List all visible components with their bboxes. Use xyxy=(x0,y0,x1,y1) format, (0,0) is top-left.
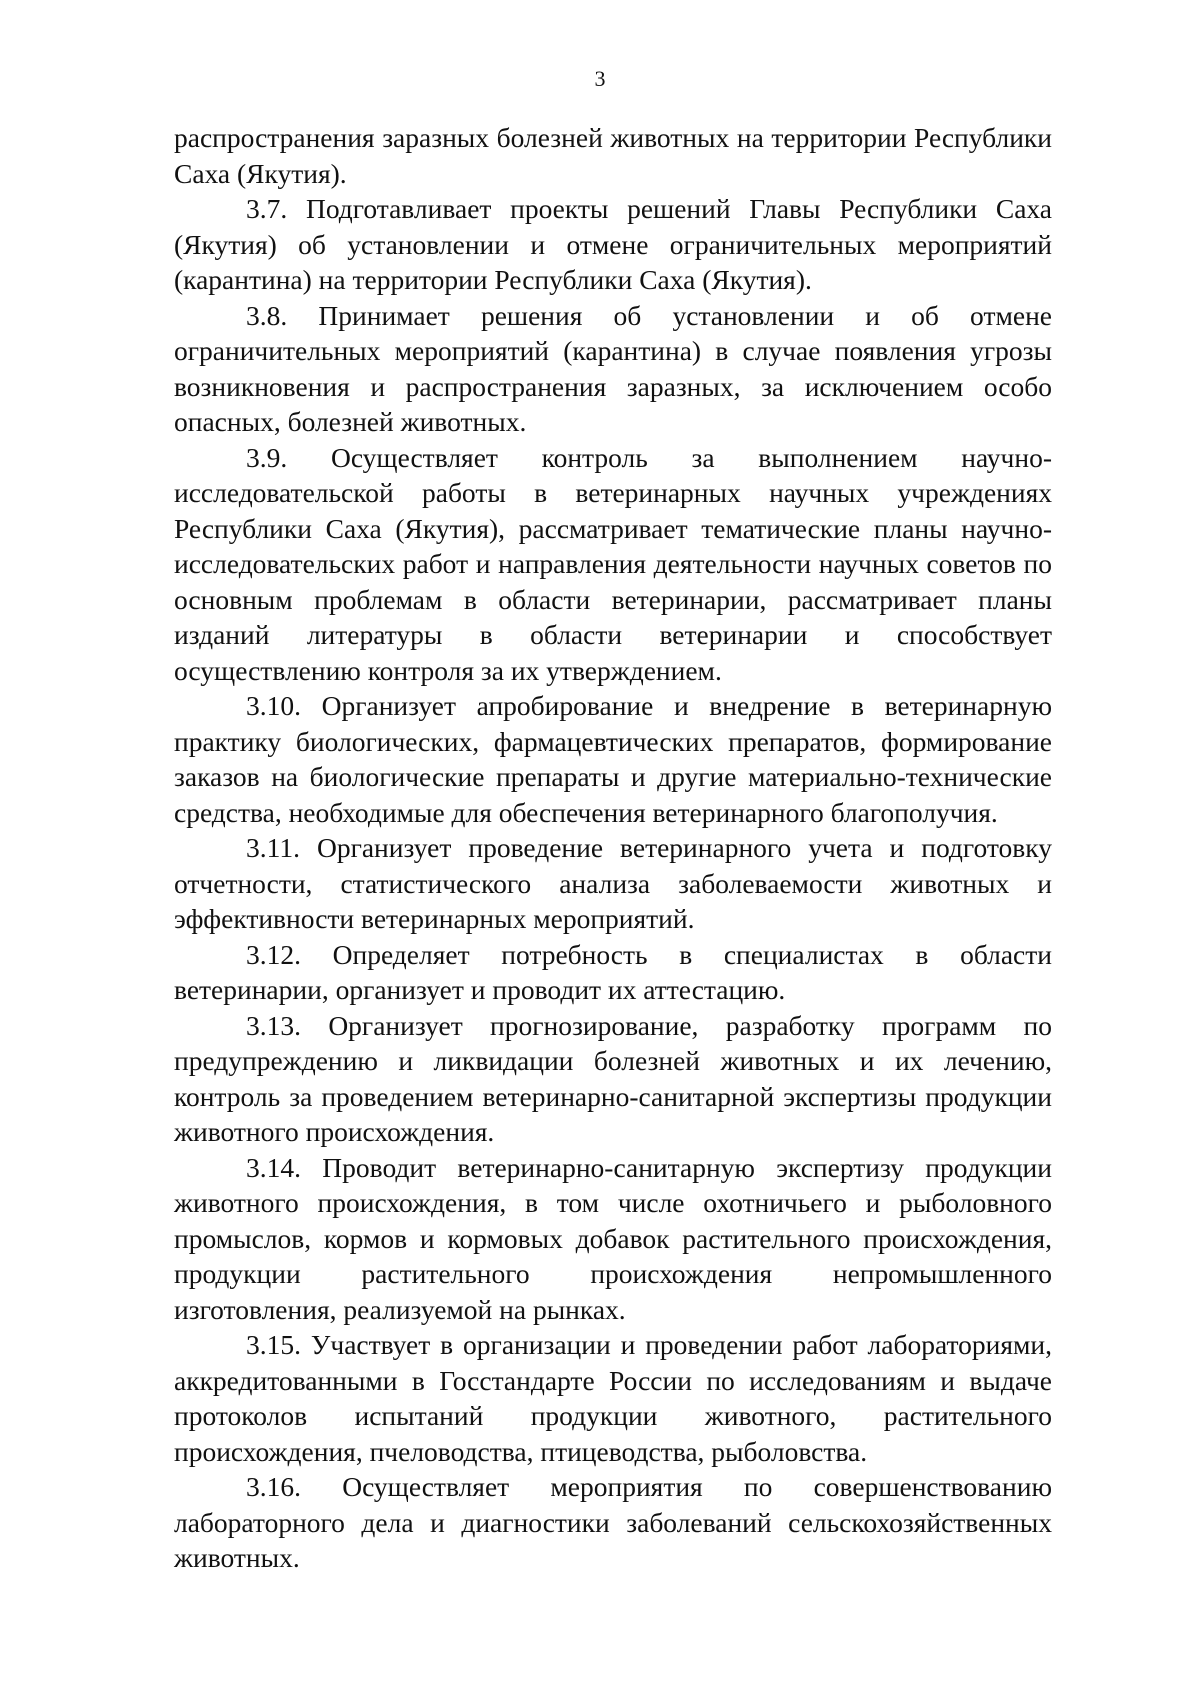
paragraph-continuation: распространения заразных болезней животных на территории Республики Саха (Якутия). xyxy=(174,122,1052,189)
paragraph-3-12: 3.12. Определяет потребность в специалистах в области ветеринарии, организует и проводит их аттестацию. xyxy=(174,938,1052,1005)
paragraph-3-14: 3.14. Проводит ветеринарно-санитарную экспертизу продукции животного происхождения, в том числе охотничьего и рыболовного промыслов, кормов и кормовых добавок растительного происхождения, продукции растительного происхождения непромышленного изготовления, реализуемой на рынках. xyxy=(174,1151,1052,1325)
paragraph-3-15: 3.15. Участвует в организации и проведении работ лабораториями, аккредитованными в Госстандарте России по исследованиям и выдаче протоколов испытаний продукции животного, растительного происхождения, пчеловодства, птицеводства, рыболовства. xyxy=(174,1329,1052,1467)
paragraph-3-10: 3.10. Организует апробирование и внедрение в ветеринарную практику биологических, фармацевтических препаратов, формирование заказов на биологические препараты и другие материально-технические средства, необходимые для обеспечения ветеринарного благополучия. xyxy=(174,690,1052,828)
paragraph-3-11: 3.11. Организует проведение ветеринарного учета и подготовку отчетности, статистического анализа заболеваемости животных и эффективности ветеринарных мероприятий. xyxy=(174,832,1052,934)
paragraph-3-9: 3.9. Осуществляет контроль за выполнением научно-исследовательской работы в ветеринарных научных учреждениях Республики Саха (Якутия), рассматривает тематические планы научно-исследовательских работ и направления деятельности научных советов по основным проблемам в области ветеринарии, рассматривает планы изданий литературы в области ветеринарии и способствует осуществлению контроля за их утверждением. xyxy=(174,441,1052,686)
paragraph-3-8: 3.8. Принимает решения об установлении и об отмене ограничительных мероприятий (карантина) в случае появления угрозы возникновения и распространения заразных, за исключением особо опасных, болезней животных. xyxy=(174,299,1052,437)
document-body xyxy=(174,120,1052,1576)
paragraph-3-7: 3.7. Подготавливает проекты решений Главы Республики Саха (Якутия) об установлении и отмене ограничительных мероприятий (карантина) на территории Республики Саха (Якутия). xyxy=(174,193,1052,295)
paragraph-3-13: 3.13. Организует прогнозирование, разработку программ по предупреждению и ликвидации болезней животных и их лечению, контроль за проведением ветеринарно-санитарной экспертизы продукции животного происхождения. xyxy=(174,1009,1052,1147)
page-number: 3 xyxy=(594,66,606,91)
paragraph-3-16: 3.16. Осуществляет мероприятия по совершенствованию лабораторного дела и диагностики заболеваний сельскохозяйственных животных. xyxy=(174,1471,1052,1573)
